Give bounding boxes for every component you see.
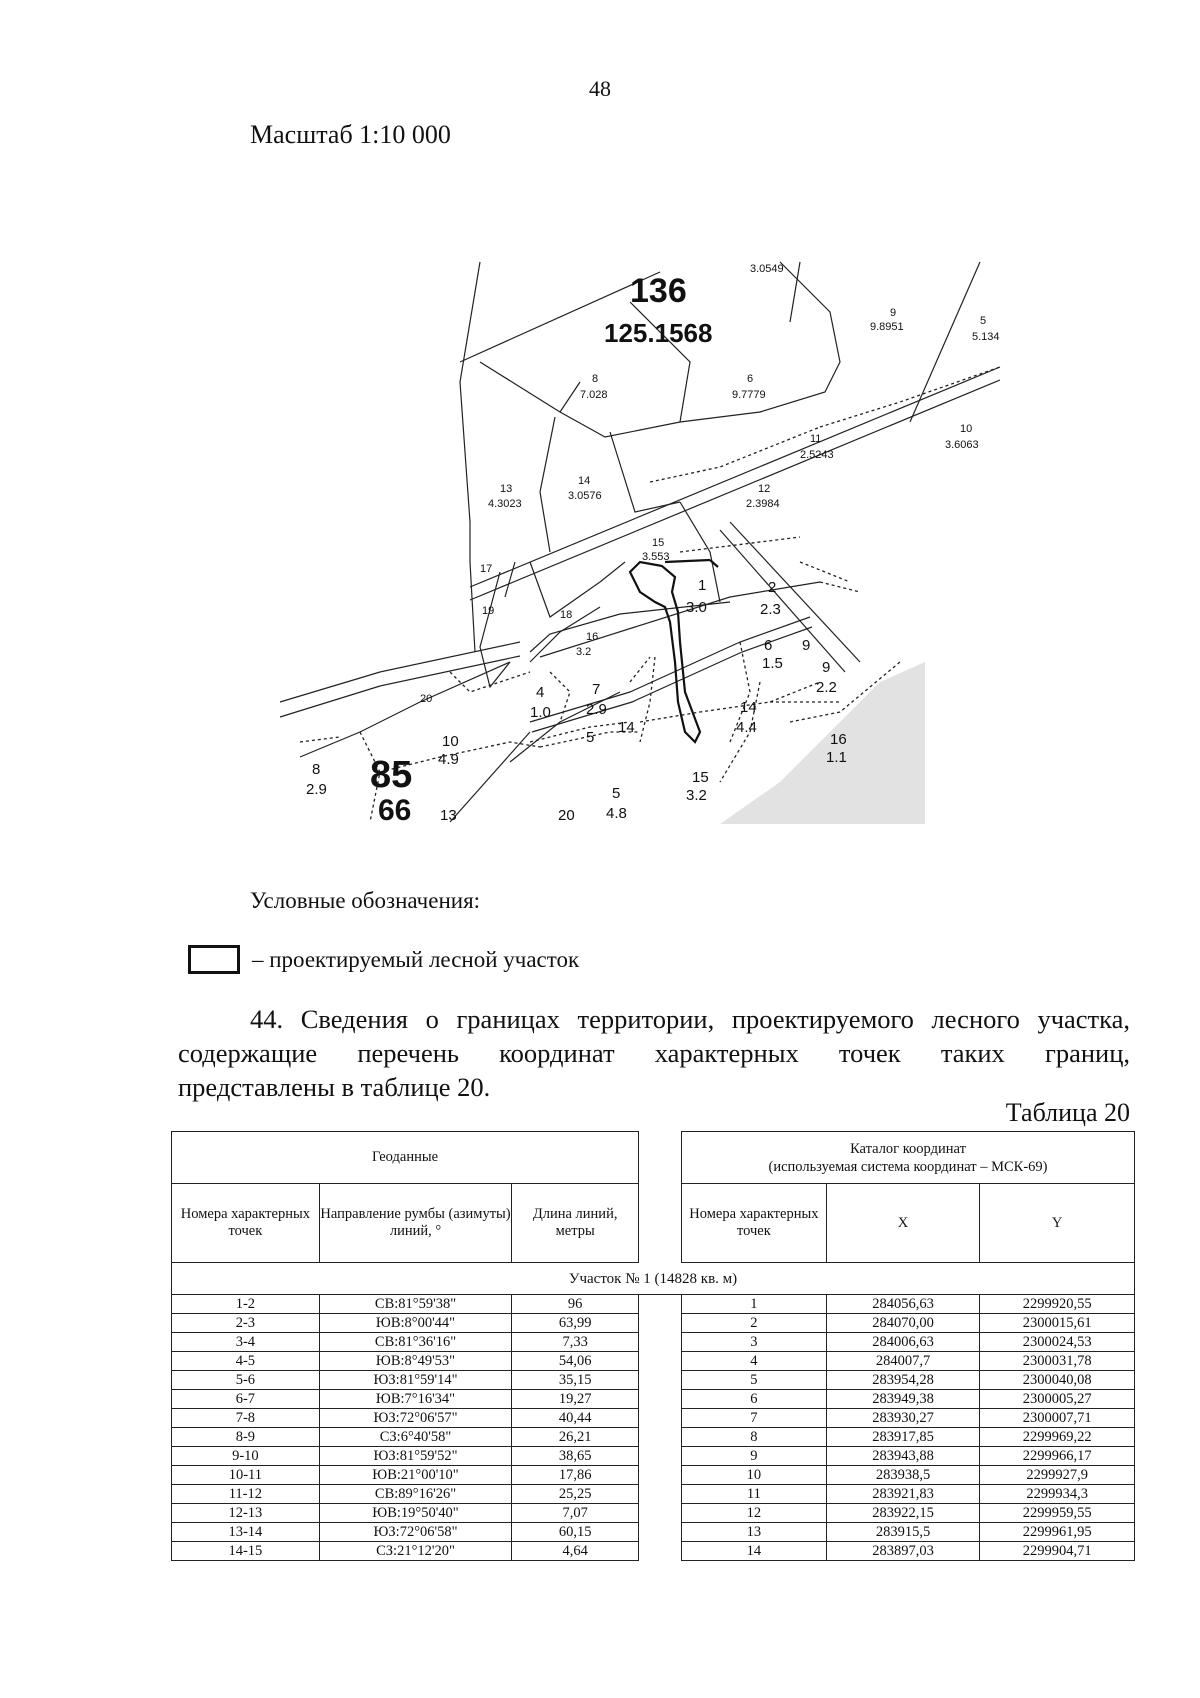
svg-text:10: 10	[960, 423, 973, 435]
cell-direction: СЗ:21°12'20"	[319, 1542, 512, 1561]
svg-text:18: 18	[560, 609, 573, 621]
svg-text:10: 10	[442, 733, 459, 750]
svg-text:11: 11	[810, 433, 822, 445]
svg-text:4: 4	[536, 684, 545, 701]
cell-point: 10	[682, 1466, 827, 1485]
cell-length: 7,33	[512, 1333, 639, 1352]
cell-x: 283954,28	[826, 1371, 980, 1390]
table-row	[172, 1390, 639, 1409]
geodata-table	[171, 1131, 639, 1561]
table-row	[172, 1523, 639, 1542]
table-row	[172, 1504, 639, 1523]
cell-point: 14	[682, 1542, 827, 1561]
col-direction-header: Направление румбы (азимуты) линий, °	[319, 1184, 512, 1263]
cell-y: 2299927,9	[980, 1466, 1135, 1485]
table-row	[172, 1333, 639, 1352]
cell-length: 54,06	[512, 1352, 639, 1371]
svg-text:2.5243: 2.5243	[800, 449, 834, 461]
cell-length: 7,07	[512, 1504, 639, 1523]
svg-text:13: 13	[500, 483, 513, 495]
cell-y: 2299904,71	[980, 1542, 1135, 1561]
cell-length: 19,27	[512, 1390, 639, 1409]
table-caption: Таблица 20	[1005, 1098, 1130, 1127]
svg-text:2.9: 2.9	[306, 781, 327, 798]
col-length-header: Длина линий, метры	[512, 1184, 639, 1263]
catalog-rows	[682, 1295, 1135, 1561]
cell-x: 283930,27	[826, 1409, 980, 1428]
cell-direction: ЮВ:21°00'10"	[319, 1466, 512, 1485]
svg-text:3.0549: 3.0549	[750, 263, 784, 275]
svg-text:20: 20	[558, 807, 575, 824]
cell-points: 14-15	[172, 1542, 320, 1561]
quarter-85-area: 66	[378, 794, 412, 827]
svg-text:2.3: 2.3	[760, 601, 781, 618]
svg-text:8: 8	[592, 373, 599, 385]
table-row	[682, 1504, 1135, 1523]
cell-point: 3	[682, 1333, 827, 1352]
svg-text:4.9: 4.9	[438, 751, 459, 768]
svg-text:1: 1	[698, 577, 707, 594]
legend-outline-symbol	[188, 945, 240, 974]
legend-row	[188, 945, 579, 974]
svg-text:3.6063: 3.6063	[945, 439, 979, 451]
cell-direction: ЮВ:7°16'34"	[319, 1390, 512, 1409]
cell-point: 4	[682, 1352, 827, 1371]
svg-text:6: 6	[764, 637, 773, 654]
cell-point: 12	[682, 1504, 827, 1523]
col-y-header: Y	[980, 1184, 1135, 1263]
legend-title: Условные обозначения:	[250, 888, 481, 913]
svg-text:5: 5	[980, 315, 987, 327]
svg-text:1.0: 1.0	[530, 704, 551, 721]
cell-y: 2300024,53	[980, 1333, 1135, 1352]
cell-points: 1-2	[172, 1295, 320, 1314]
cell-points: 6-7	[172, 1390, 320, 1409]
cell-length: 35,15	[512, 1371, 639, 1390]
table-row	[682, 1409, 1135, 1428]
table-row	[172, 1409, 639, 1428]
cell-point: 1	[682, 1295, 827, 1314]
cell-point: 6	[682, 1390, 827, 1409]
svg-text:17: 17	[480, 563, 493, 575]
svg-text:4.4: 4.4	[736, 719, 757, 736]
cell-y: 2299920,55	[980, 1295, 1135, 1314]
cell-x: 284056,63	[826, 1295, 980, 1314]
cell-length: 4,64	[512, 1542, 639, 1561]
quarter-136-area: 125.1568	[604, 318, 713, 348]
cell-x: 283921,83	[826, 1485, 980, 1504]
cell-length: 60,15	[512, 1523, 639, 1542]
quarter-136: 136	[630, 272, 687, 310]
svg-text:3.0576: 3.0576	[568, 490, 602, 502]
table-row	[172, 1485, 639, 1504]
svg-text:2.9: 2.9	[586, 701, 607, 718]
paragraph-line-1: 44. Сведения о границах территории, проектируемого лесного участка,	[250, 1004, 1130, 1034]
svg-text:2: 2	[768, 579, 777, 596]
catalog-title: Каталог координат (используемая система координат – МСК-69)	[682, 1132, 1135, 1184]
table-row	[682, 1523, 1135, 1542]
svg-text:3.0: 3.0	[686, 599, 707, 616]
cell-x: 284070,00	[826, 1314, 980, 1333]
cell-direction: ЮЗ:72°06'57"	[319, 1409, 512, 1428]
svg-text:6: 6	[747, 373, 754, 385]
svg-text:14: 14	[618, 719, 635, 736]
table-row	[682, 1333, 1135, 1352]
svg-text:2.3984: 2.3984	[746, 498, 780, 510]
table-row	[682, 1314, 1135, 1333]
cell-y: 2299966,17	[980, 1447, 1135, 1466]
cell-direction: ЮЗ:72°06'58"	[319, 1523, 512, 1542]
cell-x: 283938,5	[826, 1466, 980, 1485]
cell-points: 10-11	[172, 1466, 320, 1485]
cell-direction: СВ:81°36'16"	[319, 1333, 512, 1352]
cell-length: 25,25	[512, 1485, 639, 1504]
table-row	[682, 1466, 1135, 1485]
svg-text:9.7779: 9.7779	[732, 389, 766, 401]
cell-x: 284007,7	[826, 1352, 980, 1371]
cell-point: 11	[682, 1485, 827, 1504]
paragraph-line-2: содержащие перечень координат характерных точек таких границ,	[178, 1038, 1130, 1068]
cell-x: 283922,15	[826, 1504, 980, 1523]
svg-text:5: 5	[586, 729, 595, 746]
cell-points: 13-14	[172, 1523, 320, 1542]
table-row	[172, 1295, 639, 1314]
cell-direction: ЮВ:8°49'53"	[319, 1352, 512, 1371]
cell-points: 5-6	[172, 1371, 320, 1390]
table-row	[172, 1352, 639, 1371]
cell-length: 26,21	[512, 1428, 639, 1447]
cell-length: 17,86	[512, 1466, 639, 1485]
forest-plot-map	[300, 262, 1000, 827]
quarter-85: 85	[370, 754, 413, 796]
svg-text:1.5: 1.5	[762, 655, 783, 672]
cell-x: 283943,88	[826, 1447, 980, 1466]
cell-x: 283897,03	[826, 1542, 980, 1561]
svg-text:9.8951: 9.8951	[870, 321, 904, 333]
svg-text:14: 14	[740, 699, 757, 716]
cell-y: 2300007,71	[980, 1409, 1135, 1428]
svg-text:7.028: 7.028	[580, 389, 608, 401]
legend-item-label: – проектируемый лесной участок	[252, 946, 580, 972]
cell-points: 3-4	[172, 1333, 320, 1352]
paragraph-line-3: представлены в таблице 20.	[178, 1072, 491, 1102]
cell-y: 2299969,22	[980, 1428, 1135, 1447]
cell-points: 8-9	[172, 1428, 320, 1447]
svg-text:20: 20	[420, 693, 433, 705]
svg-text:4.3023: 4.3023	[488, 498, 522, 510]
table-row	[172, 1542, 639, 1561]
cell-point: 2	[682, 1314, 827, 1333]
svg-text:9: 9	[822, 659, 831, 676]
cell-direction: СВ:89°16'26"	[319, 1485, 512, 1504]
table-row	[682, 1352, 1135, 1371]
catalog-table	[681, 1131, 1135, 1561]
col-x-header: X	[826, 1184, 980, 1263]
cell-x: 283917,85	[826, 1428, 980, 1447]
svg-text:16: 16	[586, 631, 599, 643]
svg-text:19: 19	[482, 605, 495, 617]
svg-text:5.134: 5.134	[972, 331, 1000, 343]
cell-points: 2-3	[172, 1314, 320, 1333]
cell-y: 2300040,08	[980, 1371, 1135, 1390]
cell-point: 9	[682, 1447, 827, 1466]
page-number: 48	[589, 76, 611, 101]
cell-direction: ЮЗ:81°59'52"	[319, 1447, 512, 1466]
cell-x: 283915,5	[826, 1523, 980, 1542]
cell-y: 2299961,95	[980, 1523, 1135, 1542]
svg-text:2.2: 2.2	[816, 679, 837, 696]
table-row	[682, 1485, 1135, 1504]
cell-direction: СВ:81°59'38"	[319, 1295, 512, 1314]
svg-text:12: 12	[758, 483, 771, 495]
geodata-title: Геоданные	[172, 1132, 639, 1184]
cell-direction: ЮВ:8°00'44"	[319, 1314, 512, 1333]
table-row	[172, 1466, 639, 1485]
col-point-header: Номера характерных точек	[682, 1184, 827, 1263]
cell-x: 284006,63	[826, 1333, 980, 1352]
cell-length: 40,44	[512, 1409, 639, 1428]
section-label: Участок № 1 (14828 кв. м)	[171, 1263, 1135, 1295]
geodata-rows	[172, 1295, 639, 1561]
svg-text:4.8: 4.8	[606, 805, 627, 822]
section-paragraph	[178, 1002, 1130, 1104]
cell-direction: ЮВ:19°50'40"	[319, 1504, 512, 1523]
svg-text:3.2: 3.2	[686, 787, 707, 804]
cell-points: 4-5	[172, 1352, 320, 1371]
cell-points: 7-8	[172, 1409, 320, 1428]
cell-x: 283949,38	[826, 1390, 980, 1409]
cell-point: 13	[682, 1523, 827, 1542]
cell-point: 8	[682, 1428, 827, 1447]
svg-text:13: 13	[440, 807, 457, 824]
cell-points: 12-13	[172, 1504, 320, 1523]
svg-text:14: 14	[578, 475, 591, 487]
cell-points: 11-12	[172, 1485, 320, 1504]
cell-point: 7	[682, 1409, 827, 1428]
table-row	[682, 1295, 1135, 1314]
svg-text:8: 8	[312, 761, 321, 778]
cell-y: 2300015,61	[980, 1314, 1135, 1333]
svg-text:9: 9	[890, 307, 897, 319]
cell-y: 2300031,78	[980, 1352, 1135, 1371]
svg-text:3.553: 3.553	[642, 551, 670, 563]
table-row	[172, 1447, 639, 1466]
table-row	[682, 1447, 1135, 1466]
cell-points: 9-10	[172, 1447, 320, 1466]
table-row	[682, 1371, 1135, 1390]
svg-text:1.1: 1.1	[826, 749, 847, 766]
svg-text:15: 15	[692, 769, 709, 786]
cell-length: 63,99	[512, 1314, 639, 1333]
svg-text:15: 15	[652, 537, 665, 549]
table-row	[682, 1390, 1135, 1409]
cell-point: 5	[682, 1371, 827, 1390]
table-row	[682, 1542, 1135, 1561]
table-row	[172, 1314, 639, 1333]
cell-y: 2299934,3	[980, 1485, 1135, 1504]
cell-length: 96	[512, 1295, 639, 1314]
svg-text:5: 5	[612, 785, 621, 802]
cell-direction: ЮЗ:81°59'14"	[319, 1371, 512, 1390]
svg-text:7: 7	[592, 681, 601, 698]
svg-text:16: 16	[830, 731, 847, 748]
cell-length: 38,65	[512, 1447, 639, 1466]
table-row	[172, 1371, 639, 1390]
map-scale: Масштаб 1:10 000	[250, 120, 451, 149]
table-row	[682, 1428, 1135, 1447]
cell-y: 2299959,55	[980, 1504, 1135, 1523]
cell-y: 2300005,27	[980, 1390, 1135, 1409]
col-points-header: Номера характерных точек	[172, 1184, 320, 1263]
table-row	[172, 1428, 639, 1447]
svg-text:9: 9	[802, 637, 811, 654]
svg-text:3.2: 3.2	[576, 646, 592, 658]
cell-direction: СЗ:6°40'58"	[319, 1428, 512, 1447]
